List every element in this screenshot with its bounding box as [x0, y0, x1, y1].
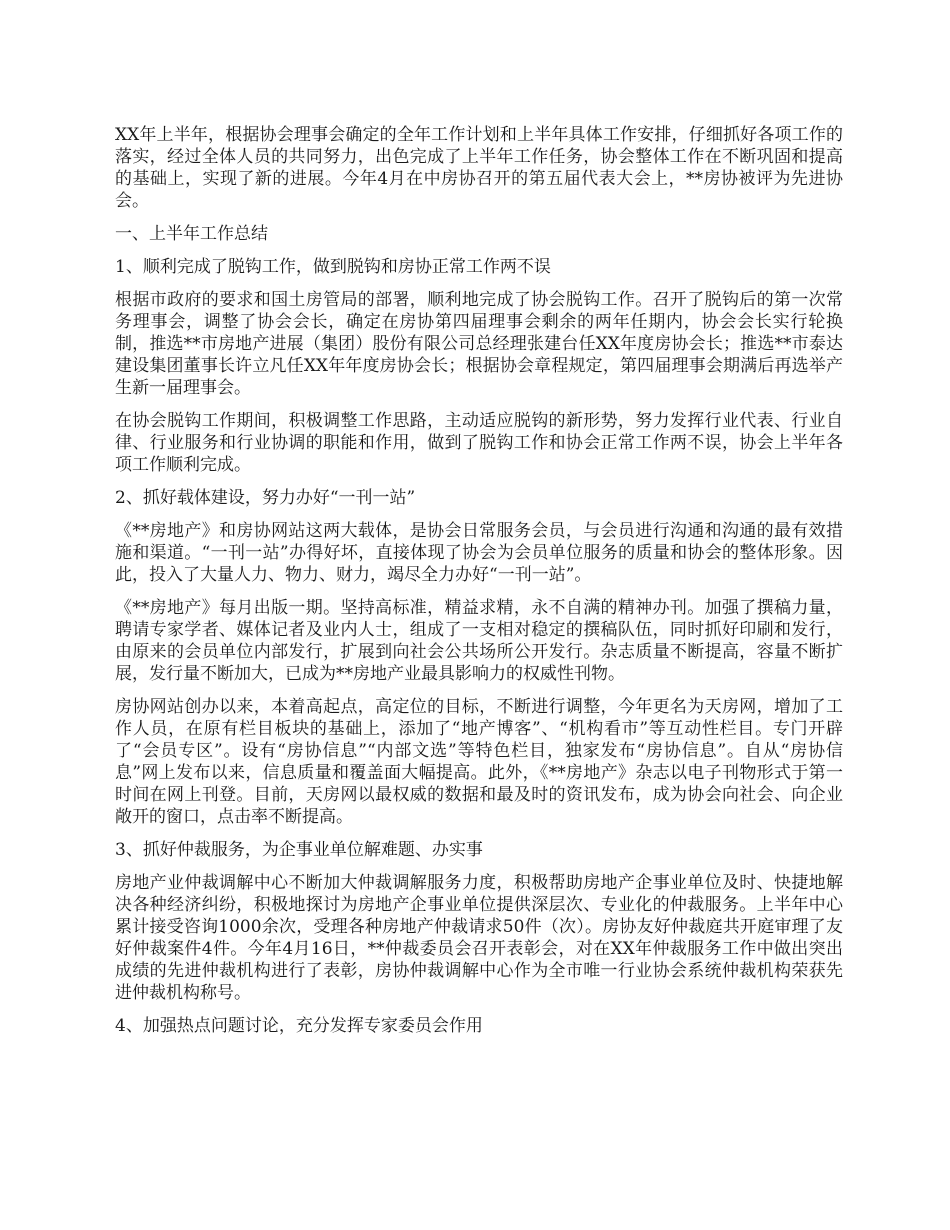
paragraph-2c: 房协网站创办以来，本着高起点，高定位的目标，不断进行调整，今年更名为天房网，增加了工作人员，在原有栏目板块的基础上，添加了“地产博客”、“机构看市”等互动性栏目。专门开辟了“会员专区”。设有“房协信息”“内部文选”等特色栏目，独家发布“房协信息”。自从“房协信息”网上发布以来，信息质量和覆盖面大幅提高。此外，《**房地产》杂志以电子刊物形式于第一时间在网上刊登。目前，天房网以最权威的数据和最及时的资讯发布，成为协会向社会、向企业敞开的窗口，点击率不断提高。 [115, 697, 843, 827]
section-heading-summary: 一、上半年工作总结 [115, 224, 268, 244]
paragraph-2b: 《**房地产》每月出版一期。坚持高标准，精益求精，永不自满的精神办刊。加强了撰稿力量，聘请专家学者、媒体记者及业内人士，组成了一支相对稳定的撰稿队伍，同时抓好印刷和发行，由原来的会员单位内部发行，扩展到向社会公共场所公开发行。杂志质量不断提高，容量不断扩展，发行量不断加大，已成为**房地产业最具影响力的权威性刊物。 [115, 598, 843, 684]
subheading-1: 1、顺利完成了脱钩工作，做到脱钩和房协正常工作两不误 [115, 257, 551, 277]
paragraph-1b: 在协会脱钩工作期间，积极调整工作思路，主动适应脱钩的新形势，努力发挥行业代表、行业自律、行业服务和行业协调的职能和作用，做到了脱钩工作和协会正常工作两不误，协会上半年各项工作顺利完成。 [115, 411, 843, 475]
subheading-3: 3、抓好仲裁服务，为企事业单位解难题、办实事 [115, 840, 483, 860]
paragraph-1a: 根据市政府的要求和国土房管局的部署，顺利地完成了协会脱钩工作。召开了脱钩后的第一次常务理事会，调整了协会会长，确定在房协第四届理事会剩余的两年任期内，协会会长实行轮换制，推选**市房地产进展（集团）股份有限公司总经理张建台任XX年度房协会长；推选**市泰达建设集团董事长许立凡任XX年年度房协会长；根据协会章程规定，第四届理事会期满后再选举产生新一届理事会。 [115, 290, 843, 398]
subheading-2: 2、抓好载体建设，努力办好“一刊一站” [115, 488, 416, 508]
subheading-4: 4、加强热点问题讨论，充分发挥专家委员会作用 [115, 1016, 483, 1036]
paragraph-2a: 《**房地产》和房协网站这两大载体，是协会日常服务会员，与会员进行沟通和沟通的最有效措施和渠道。“一刊一站”办得好坏，直接体现了协会为会员单位服务的质量和协会的整体形象。因此，投入了大量人力、物力、财力，竭尽全力办好“一刊一站”。 [115, 521, 843, 585]
intro-paragraph: XX年上半年，根据协会理事会确定的全年工作计划和上半年具体工作安排，仔细抓好各项工作的落实，经过全体人员的共同努力，出色完成了上半年工作任务，协会整体工作在不断巩固和提高的基础上，实现了新的进展。今年4月在中房协召开的第五届代表大会上，**房协被评为先进协会。 [115, 125, 843, 211]
document-body [115, 124, 843, 1048]
paragraph-3a: 房地产业仲裁调解中心不断加大仲裁调解服务力度，积极帮助房地产企事业单位及时、快捷地解决各种经济纠纷，积极地探讨为房地产企事业单位提供深层次、专业化的仲裁服务。上半年中心累计接受咨询1000余次，受理各种房地产仲裁请求50件（次）。房协友好仲裁庭共开庭审理了友好仲裁案件4件。今年4月16日，**仲裁委员会召开表彰会，对在XX年仲裁服务工作中做出突出成绩的先进仲裁机构进行了表彰，房协仲裁调解中心作为全市唯一行业协会系统仲裁机构荣获先进仲裁机构称号。 [115, 873, 843, 1003]
